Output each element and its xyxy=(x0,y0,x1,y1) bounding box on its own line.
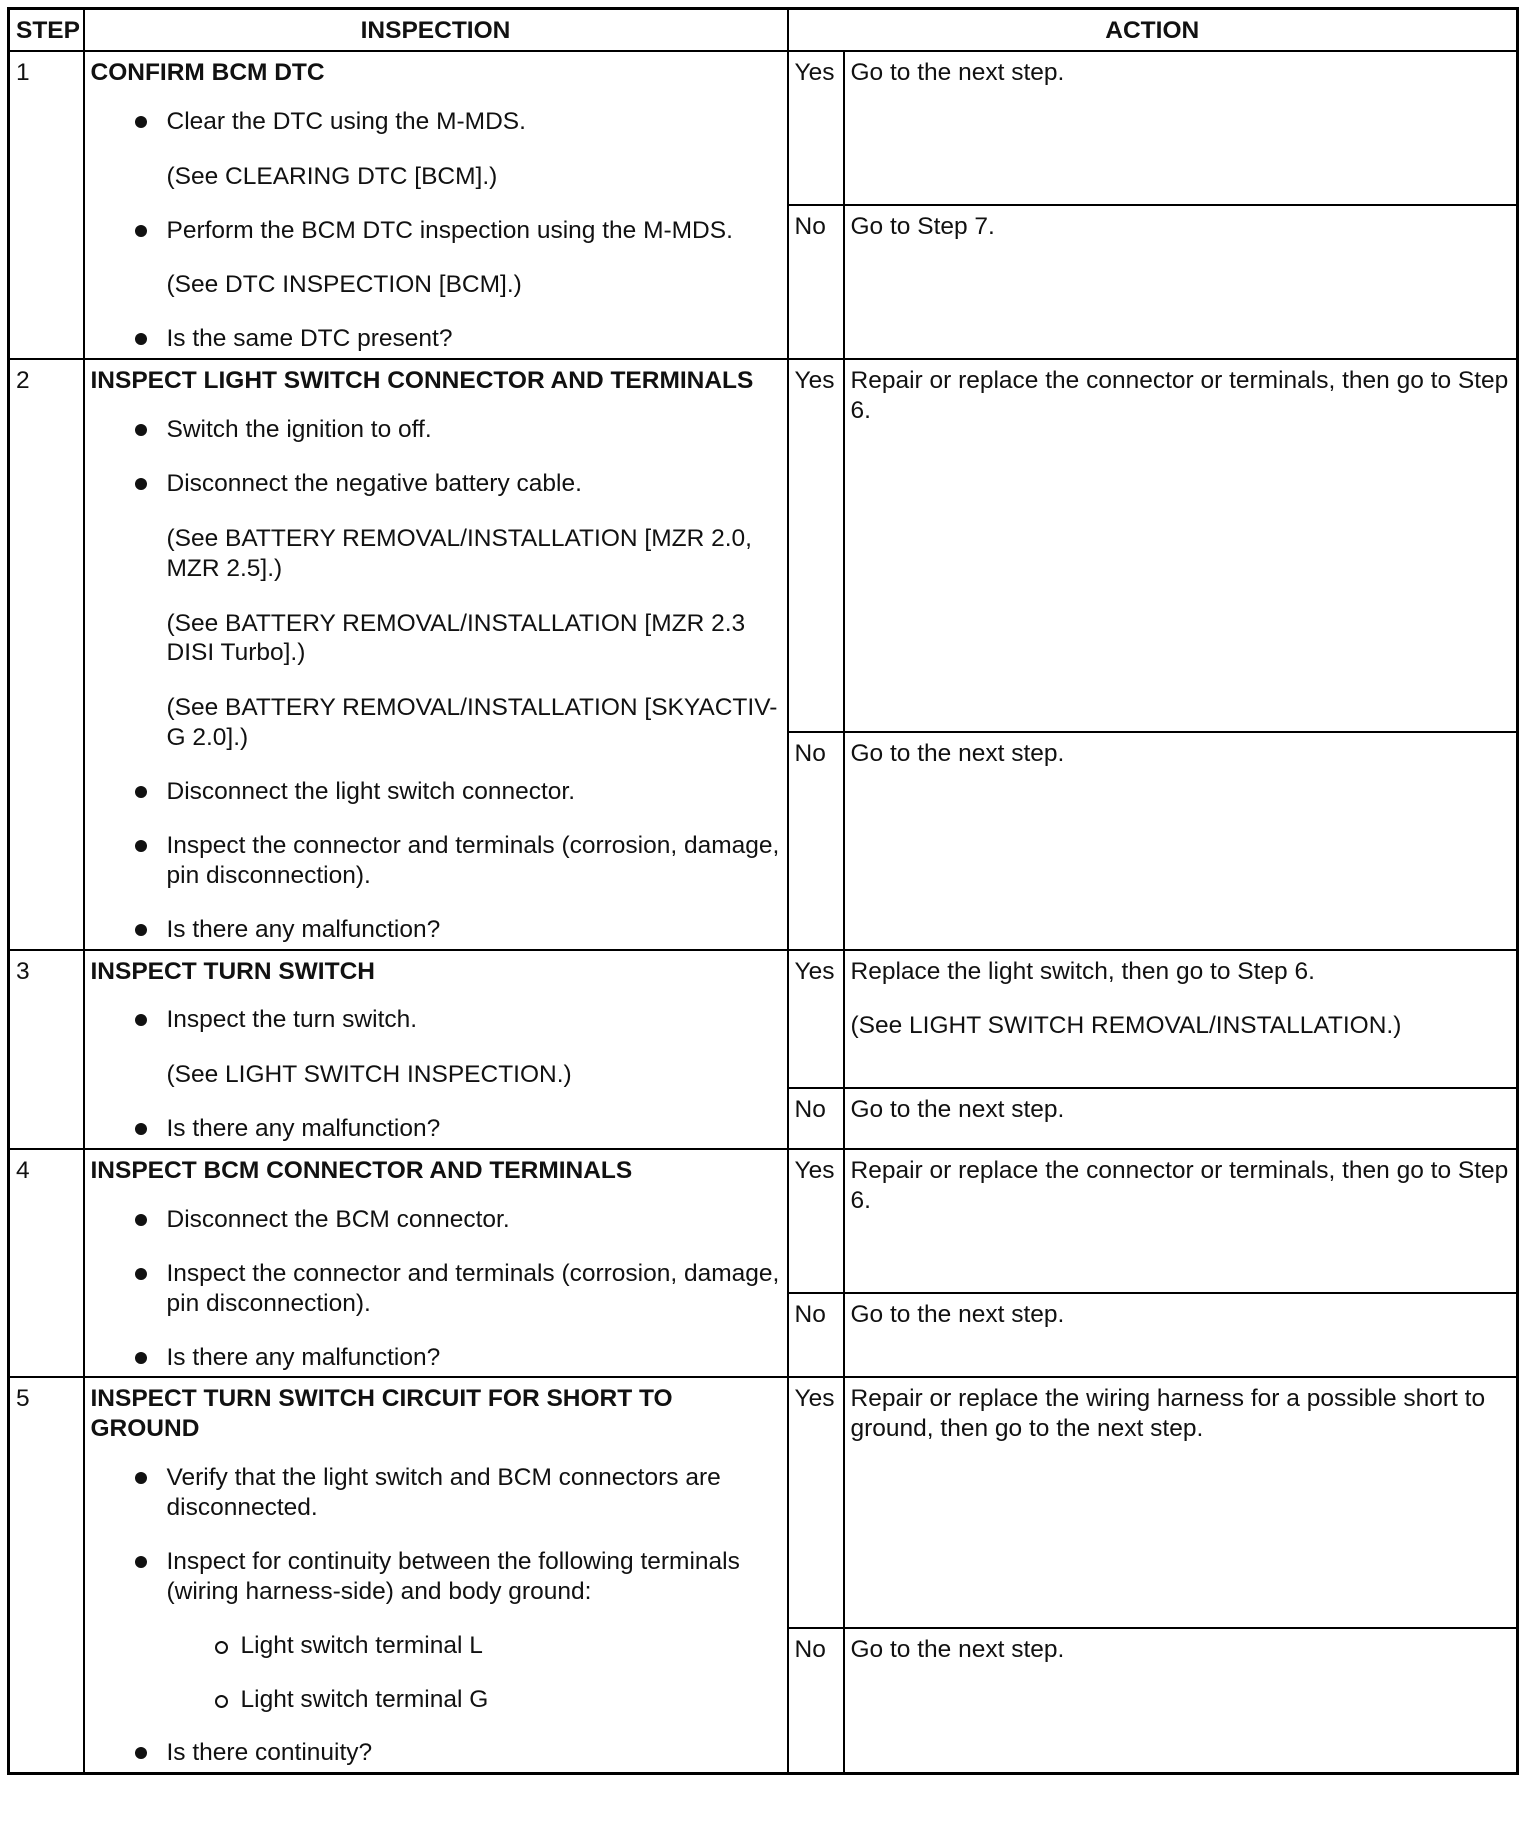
step-title: INSPECT TURN SWITCH CIRCUIT FOR SHORT TO GROUND xyxy=(90,1385,673,1443)
bullet-icon xyxy=(135,1556,147,1568)
reference-link[interactable]: (See LIGHT SWITCH INSPECTION.) xyxy=(166,1061,572,1089)
step-title: INSPECT TURN SWITCH xyxy=(90,957,375,985)
step-title: INSPECT BCM CONNECTOR AND TERMINALS xyxy=(90,1157,633,1184)
reference-link[interactable]: (See CLEARING DTC [BCM].) xyxy=(166,162,498,190)
inspection-item xyxy=(91,415,781,445)
yes-action xyxy=(844,1149,1518,1293)
inspection-item xyxy=(91,831,781,891)
no-label: No xyxy=(788,1628,844,1774)
bullet-icon xyxy=(135,116,147,128)
inspection-item xyxy=(91,324,781,354)
inspection-text: Switch the ignition to off. xyxy=(166,416,432,443)
inspection-text: Disconnect the BCM connector. xyxy=(166,1205,510,1233)
inspection-item xyxy=(91,1738,781,1768)
inspection-list xyxy=(91,415,781,945)
inspection-item xyxy=(91,1259,781,1319)
action-text: (See LIGHT SWITCH REMOVAL/INSTALLATION.) xyxy=(850,1012,1402,1040)
inspection-text: Inspect the connector and terminals (corrosion, damage, pin disconnection). xyxy=(166,1259,780,1317)
inspection-cell xyxy=(84,1149,788,1377)
inspection-item xyxy=(91,1114,781,1144)
step-title: CONFIRM BCM DTC xyxy=(90,58,325,86)
bullet-icon xyxy=(135,1214,147,1226)
action-text: Go to the next step. xyxy=(850,739,1065,767)
yes-action xyxy=(844,359,1518,732)
action-text: Go to Step 7. xyxy=(850,213,995,240)
yes-label: Yes xyxy=(788,1377,844,1628)
circle-bullet-icon xyxy=(215,1641,228,1654)
action-text: Go to the next step. xyxy=(850,1096,1065,1124)
inspection-item xyxy=(91,1005,781,1090)
inspection-cell xyxy=(84,359,788,949)
inspection-text: Is there any malfunction? xyxy=(166,1115,441,1143)
bullet-icon xyxy=(135,1747,147,1759)
no-label: No xyxy=(788,732,844,950)
step-number: 4 xyxy=(9,1149,84,1377)
no-action xyxy=(844,1088,1518,1149)
step-title: INSPECT LIGHT SWITCH CONNECTOR AND TERMINALS xyxy=(90,367,754,395)
no-action xyxy=(844,205,1518,359)
bullet-icon xyxy=(135,840,147,852)
terminal-text: Light switch terminal G xyxy=(240,1685,489,1713)
action-text: Go to the next step. xyxy=(850,58,1065,86)
step-row xyxy=(9,1377,1518,1628)
bullet-icon xyxy=(135,1014,147,1026)
inspection-text: Is the same DTC present? xyxy=(166,325,453,353)
inspection-text: Perform the BCM DTC inspection using the M-MDS. xyxy=(166,216,733,244)
inspection-list xyxy=(91,1463,781,1768)
bullet-icon xyxy=(135,924,147,936)
inspection-list xyxy=(91,107,781,354)
reference-link[interactable]: (See BATTERY REMOVAL/INSTALLATION [MZR 2.3 DISI Turbo].) xyxy=(166,609,746,667)
inspection-list xyxy=(91,1005,781,1144)
inspection-text: Is there any malfunction? xyxy=(166,915,441,943)
header-step: STEP xyxy=(9,9,84,51)
no-label: No xyxy=(788,1088,844,1149)
inspection-text: Inspect the connector and terminals (corrosion, damage, pin disconnection). xyxy=(166,831,780,889)
reference-link[interactable]: (See DTC INSPECTION [BCM].) xyxy=(166,271,522,299)
yes-action xyxy=(844,51,1518,205)
terminal-text: Light switch terminal L xyxy=(240,1631,483,1659)
circle-bullet-icon xyxy=(215,1695,228,1708)
step-number: 5 xyxy=(9,1377,84,1773)
no-label: No xyxy=(788,205,844,359)
bullet-icon xyxy=(135,1352,147,1364)
inspection-item xyxy=(91,1463,781,1523)
inspection-item xyxy=(91,1343,781,1373)
inspection-item xyxy=(91,915,781,945)
reference-link[interactable]: (See BATTERY REMOVAL/INSTALLATION [SKYACTIV-G 2.0].) xyxy=(166,694,778,752)
yes-action xyxy=(844,950,1518,1089)
action-text: Repair or replace the connector or terminals, then go to Step 6. xyxy=(850,367,1509,424)
action-text: Go to the next step. xyxy=(850,1301,1065,1328)
action-text: Repair or replace the connector or terminals, then go to Step 6. xyxy=(850,1157,1509,1214)
no-action xyxy=(844,732,1518,950)
step-row xyxy=(9,51,1518,205)
no-action xyxy=(844,1293,1518,1377)
bullet-icon xyxy=(135,225,147,237)
bullet-icon xyxy=(135,424,147,436)
bullet-icon xyxy=(135,786,147,798)
yes-label: Yes xyxy=(788,950,844,1089)
inspection-item xyxy=(91,1205,781,1235)
diagnostic-table xyxy=(7,7,1519,1775)
inspection-item xyxy=(91,216,781,301)
action-text: Go to the next step. xyxy=(850,1635,1065,1663)
no-label: No xyxy=(788,1293,844,1377)
step-number: 2 xyxy=(9,359,84,949)
inspection-item xyxy=(91,777,781,807)
inspection-cell xyxy=(84,950,788,1150)
inspection-text: Disconnect the negative battery cable. xyxy=(166,469,582,497)
yes-label: Yes xyxy=(788,359,844,732)
header-action: ACTION xyxy=(788,9,1518,51)
yes-action xyxy=(844,1377,1518,1628)
inspection-text: Disconnect the light switch connector. xyxy=(166,778,576,805)
action-text: Replace the light switch, then go to Step 6. xyxy=(850,957,1315,985)
terminal-item xyxy=(167,1631,781,1661)
inspection-item xyxy=(91,469,781,753)
terminal-list xyxy=(167,1631,781,1715)
bullet-icon xyxy=(135,333,147,345)
inspection-text: Is there continuity? xyxy=(166,1739,373,1767)
inspection-text: Inspect for continuity between the following terminals (wiring harness-side) and body ground: xyxy=(166,1547,740,1605)
bullet-icon xyxy=(135,478,147,490)
step-number: 1 xyxy=(9,51,84,359)
header-inspection: INSPECTION xyxy=(84,9,788,51)
inspection-item xyxy=(91,1547,781,1715)
action-text: Repair or replace the wiring harness for a possible short to ground, then go to the next step. xyxy=(850,1385,1486,1443)
inspection-list xyxy=(91,1205,781,1373)
step-row xyxy=(9,1149,1518,1293)
yes-label: Yes xyxy=(788,51,844,205)
inspection-cell xyxy=(84,51,788,359)
step-number: 3 xyxy=(9,950,84,1150)
step-row xyxy=(9,950,1518,1089)
inspection-text: Verify that the light switch and BCM connectors are disconnected. xyxy=(166,1464,721,1521)
bullet-icon xyxy=(135,1472,147,1484)
step-row xyxy=(9,359,1518,732)
yes-label: Yes xyxy=(788,1149,844,1293)
bullet-icon xyxy=(135,1268,147,1280)
inspection-cell xyxy=(84,1377,788,1773)
inspection-text: Is there any malfunction? xyxy=(166,1343,441,1371)
no-action xyxy=(844,1628,1518,1774)
inspection-item xyxy=(91,107,781,192)
inspection-text: Inspect the turn switch. xyxy=(166,1006,418,1034)
header-row xyxy=(9,9,1518,51)
reference-link[interactable]: (See BATTERY REMOVAL/INSTALLATION [MZR 2.0, MZR 2.5].) xyxy=(166,524,752,582)
terminal-item xyxy=(167,1685,781,1715)
bullet-icon xyxy=(135,1123,147,1135)
inspection-text: Clear the DTC using the M-MDS. xyxy=(166,107,526,135)
